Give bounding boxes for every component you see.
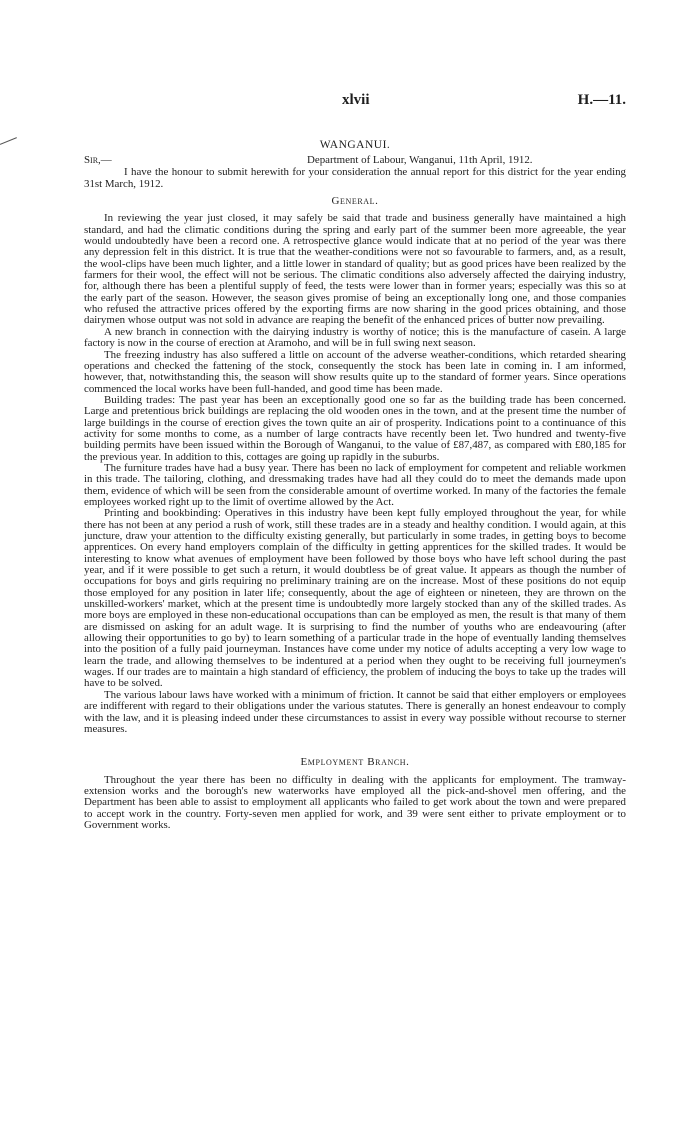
- employment-paragraph: Throughout the year there has been no difficulty in dealing with the applicants for employment. The tramway-extension works and the borough's new waterworks have employed all the pick-and-shovel men offering, and the Department has been able to assist to employment all applicants who failed to get work about the town and were prepared to accept work in the country. Forty-seven men applied for work, and 39 were sent either to private employment or to Government works.: [84, 773, 626, 831]
- general-paragraph: A new branch in connection with the dairying industry is worthy of notice; this is the manufacture of casein. A large factory is now in the course of erection at Aramoho, and will be in full swing next season.: [84, 325, 626, 350]
- report-body: [84, 140, 626, 831]
- document-reference: H.—11.: [577, 92, 626, 108]
- salutation: Sir,—: [84, 154, 112, 167]
- intro-paragraph: I have the honour to submit herewith for your consideration the annual report for this district for the year ending 31st March, 1912.: [84, 166, 626, 190]
- general-paragraph: The freezing industry has also suffered a little on account of the adverse weather-conditions, which retarded shearing operations and checked the fattening of the stock, consequently the stock has been late in coming in. I am informed, however, that, notwithstanding this, the season will show results quite up to the standard of former years. Since operations commenced the local works have been full-handed, and good time has been made.: [84, 348, 626, 395]
- page-header: [84, 92, 626, 112]
- general-paragraph: In reviewing the year just closed, it may safely be said that trade and business generally have maintained a high standard, and had the climatic conditions during the spring and early part of the summer been more agreeable, the year would undoubtedly have been a record one. A retrospective glance would indicate that at no period of the year was there any depression felt in this district. It is true that the weather-conditions were not so favourable to farmers, and, as a result, the wool-clips have been much lighter, and a little lower in standard of quality; but as good prices have been realized by the farmers for their wool, the effect will not be serious. The climatic conditions also adversely affected the dairying industry, for, although there has been a plentiful supply of feed, the tests were lower than in former years; especially was this so at the early part of the season. However, the season gives promise of being an exceptionally long one, and those companies who refused the attractive prices offered by the exporting firms are now sharing in the good prices obtaining, and those dairymen whose output was not sold in advance are reaping the benefit of the enhanced prices of butter now prevailing.: [84, 212, 626, 327]
- general-paragraph: Printing and bookbinding: Operatives in this industry have been kept fully employed throughout the year, for while there has not been at any period a rush of work, still these trades are in a steady and healthy condition. I would again, at this juncture, draw your attention to the difficulty existing generally, but particularly in some trades, in getting boys to become apprentices. On every hand employers complain of the difficulty in getting apprentices for the skilled trades. It would be interesting to know what avenues of employment have been followed by those boys who have left school during the past year, and if it were possible to get such a return, it would doubtless be of great value. It appears as though the number of occupations for boys and girls requiring no preliminary training are on the increase. Most of these positions do not equip those employed for any position in later life; consequently, about the age of eighteen or nineteen, they are thrown on the unskilled-workers' market, which at the present time is undoubtedly more largely stocked than any of the skilled trades. As more boys are employed in these non-educational occupations than can be employed as men, the result is that many of them are dismissed on asking for an adult wage. It is surprising to find the number of youths who are endeavouring (after allowing their opportunities to go by) to learn something of a particular trade in the hope of eventually landing themselves into the position of a fully paid journeyman. Instances have come under my notice of adults accepting a very low wage to learn the trade, and allowing themselves to be indentured at a period when they ought to be receiving full journeymen's wages. If our trades are to maintain a high standard of efficiency, the problem of inducing the boys to take up the trades will have to be solved.: [84, 507, 626, 690]
- margin-pencil-mark: [0, 137, 22, 158]
- salutation-row: [84, 155, 626, 167]
- general-paragraph: The various labour laws have worked with a minimum of friction. It cannot be said that either employers or employees are indifferent with regard to their obligations under the various statutes. There is generally an honest endeavour to comply with the law, and it is pleasing indeed under these circumstances to assist in every way possible without recourse to sterner measures.: [84, 688, 626, 735]
- general-paragraph: The furniture trades have had a busy year. There has been no lack of employment for competent and reliable workmen in this trade. The tailoring, clothing, and dressmaking trades have had all they could do to meet the demands made upon them, evidence of which will be seen from the considerable amount of overtime worked. In many of the factories the female employees worked right up to the limit of overtime allowed by the Act.: [84, 461, 626, 508]
- general-paragraph: Building trades: The past year has been an exceptionally good one so far as the building trade has been concerned. Large and pretentious brick buildings are replacing the old wooden ones in the town, and at the present time the number of large buildings in the course of erection gives the town quite an air of prosperity. Indications point to a continuance of this activity for some months to come, as a number of large contracts have recently been let. Two hundred and twenty-five building permits have been issued within the Borough of Wanganui, to the value of £87,487, as compared with £80,185 for the previous year. In addition to this, cottages are going up rapidly in the suburbs.: [84, 393, 626, 463]
- department-line: Department of Labour, Wanganui, 11th April, 1912.: [307, 154, 533, 167]
- report-title: WANGANUI.: [319, 139, 391, 151]
- page-number: xlvii: [342, 92, 370, 108]
- employment-heading: Employment Branch.: [300, 756, 410, 769]
- general-heading: General.: [331, 195, 379, 208]
